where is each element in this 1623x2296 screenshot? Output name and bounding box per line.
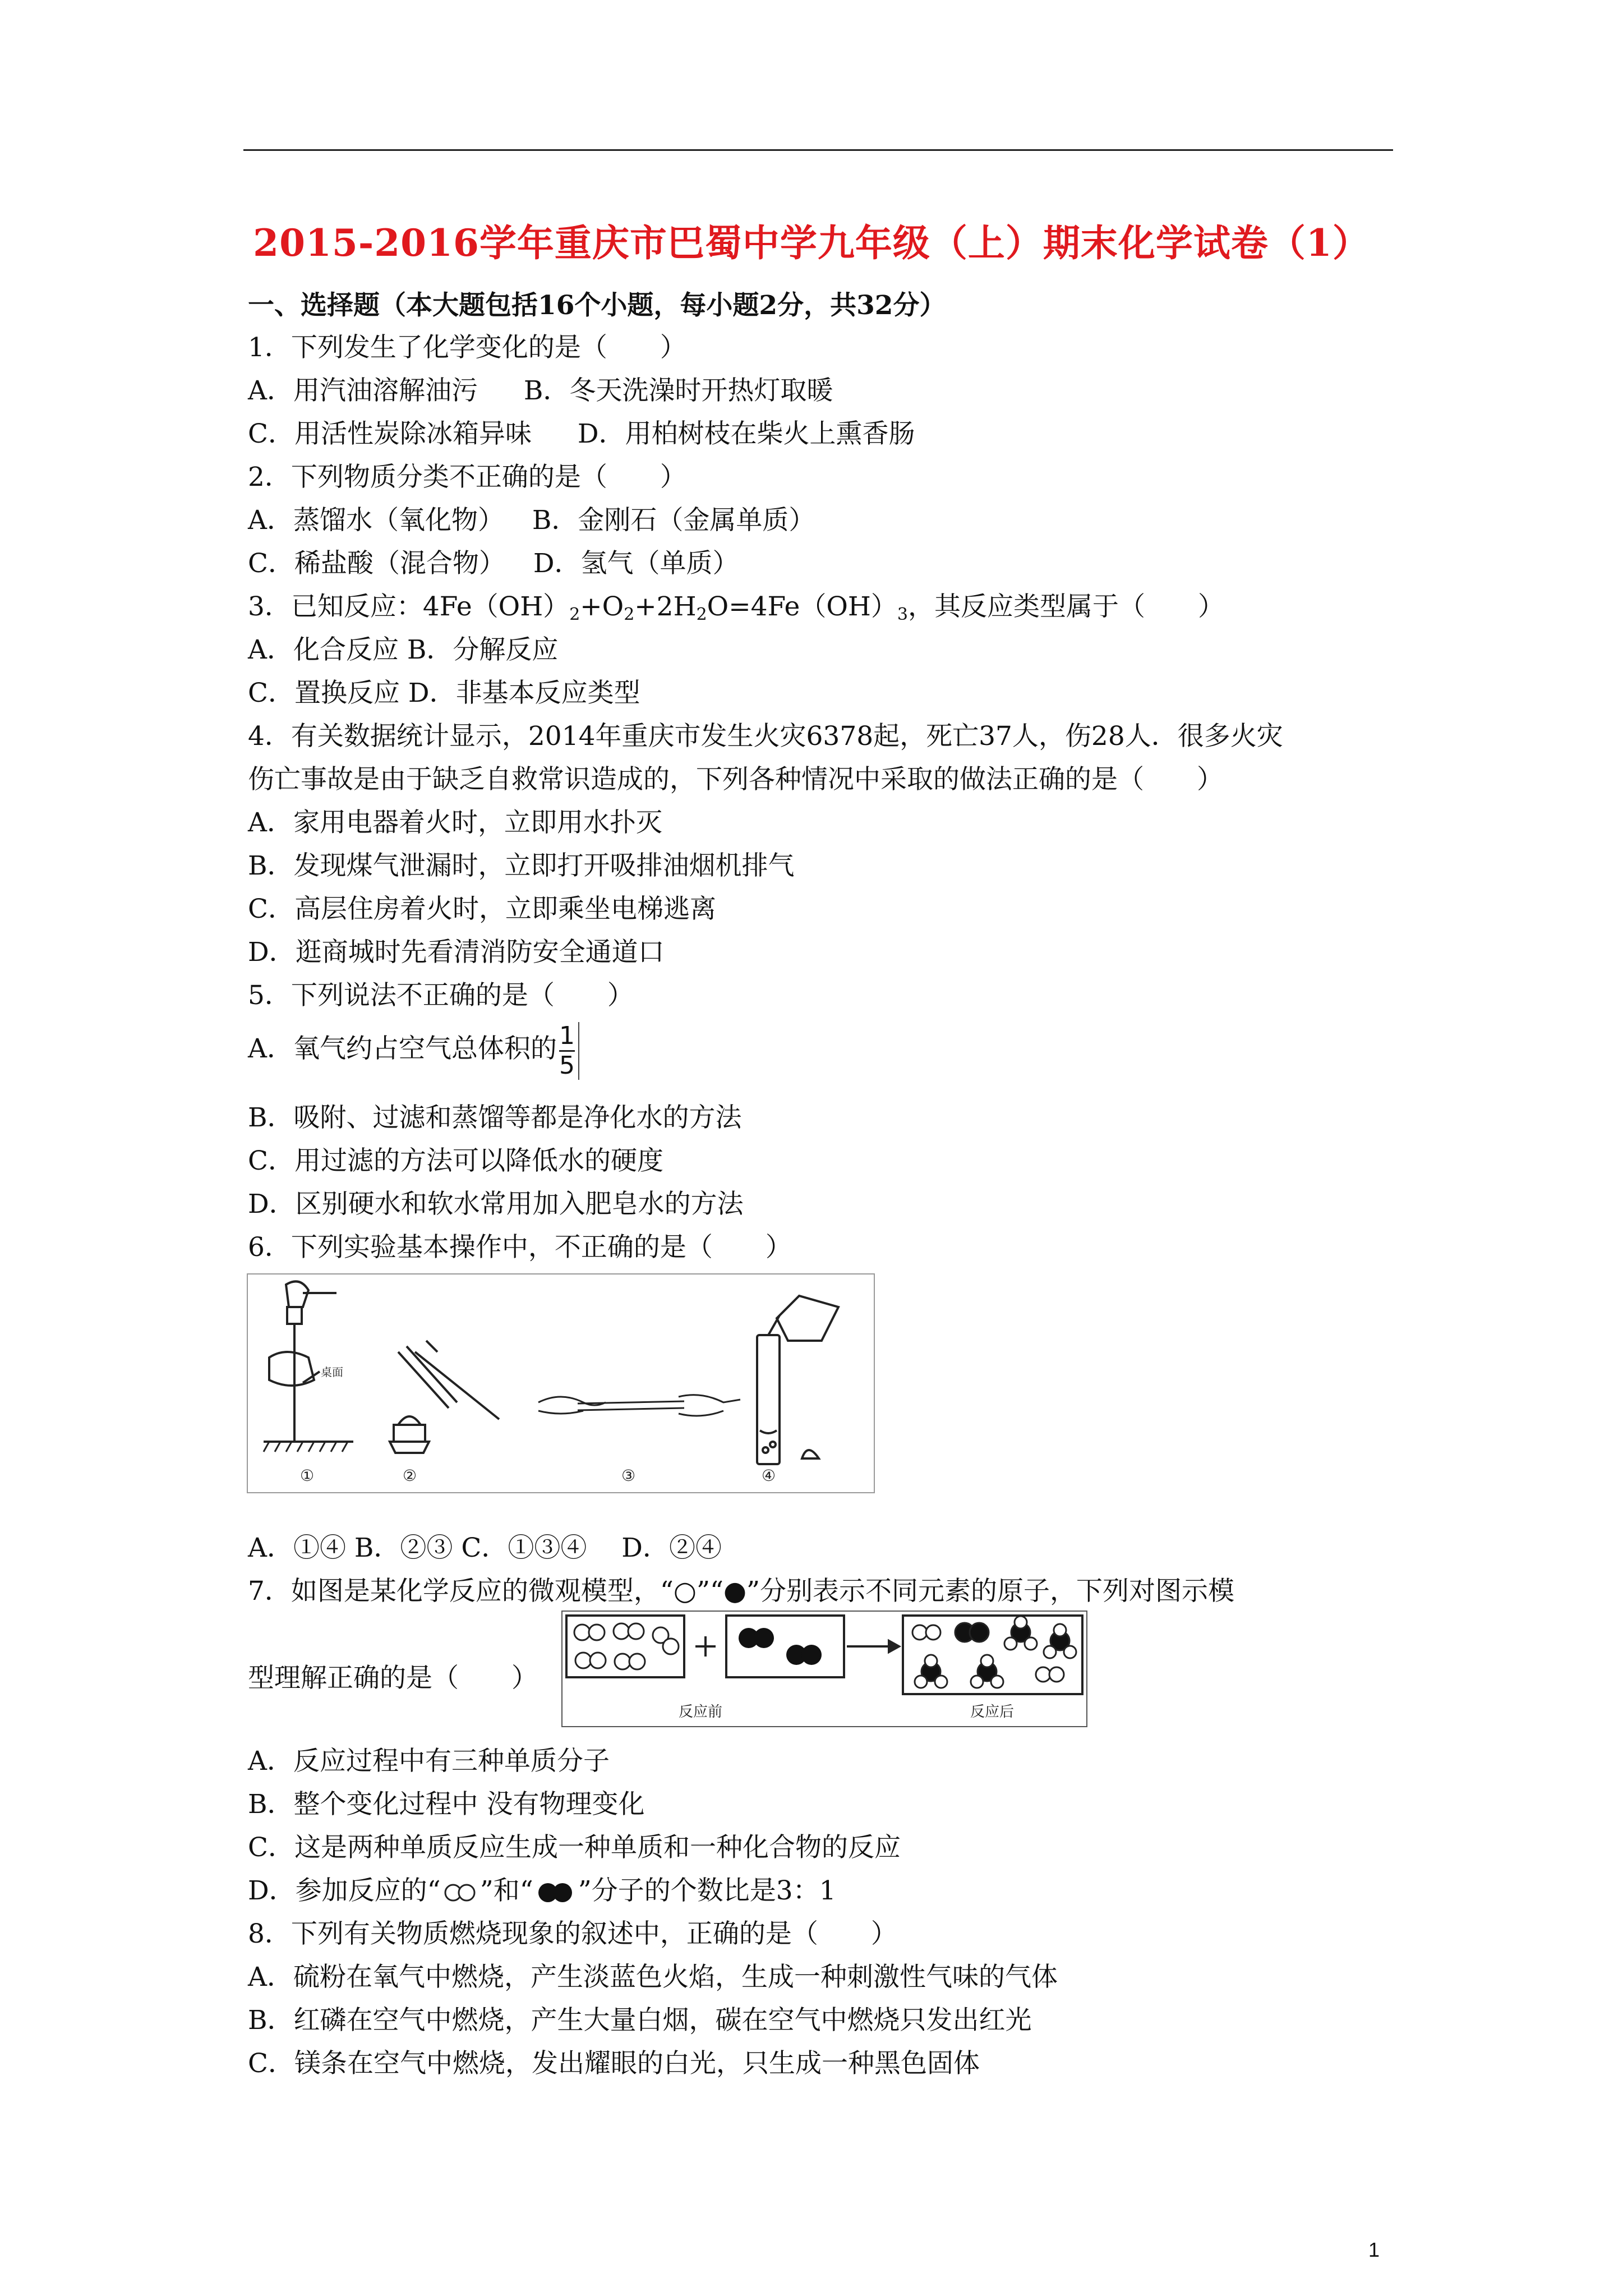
- q4-option-b: B．发现煤气泄漏时，立即打开吸排油烟机排气: [248, 850, 795, 881]
- q2-option-a: A．蒸馏水（氧化物）: [248, 505, 504, 536]
- q1-option-d: D．用柏树枝在柴火上熏香肠: [577, 418, 915, 449]
- table-hatching: [264, 1442, 348, 1452]
- q2-stem: 2．下列物质分类不正确的是（ ）: [248, 462, 686, 493]
- q4-stem-line1: 4．有关数据统计显示，2014年重庆市发生火灾6378起，死亡37人，伤28人．很多火灾: [248, 721, 1283, 752]
- q1-option-a: A．用汽油溶解油污: [248, 375, 478, 406]
- q6-fig-label-4: ④: [762, 1466, 776, 1485]
- section-heading: 一、选择题（本大题包括16个小题，每小题2分，共32分）: [248, 290, 946, 321]
- page-number: 1: [1368, 2238, 1380, 2261]
- q2-options-cd: [248, 547, 739, 581]
- page-title: 2015-2016学年重庆市巴蜀中学九年级（上）期末化学试卷（1）: [253, 221, 1370, 265]
- q4-option-d: D．逛商城时先看清消防安全通道口: [248, 937, 665, 968]
- black-atom-molecules: [739, 1628, 822, 1665]
- q8-stem: 8．下列有关物质燃烧现象的叙述中，正确的是（ ）: [248, 1918, 897, 1949]
- q7-fig-label-before: 反应前: [679, 1704, 723, 1720]
- q2-option-c: C．稀盐酸（混合物）: [248, 548, 505, 579]
- white-molecule-icon: [441, 1881, 480, 1904]
- plus-icon: [695, 1636, 716, 1657]
- white-atom-molecules: [574, 1623, 679, 1669]
- q1-options-cd: [248, 417, 915, 451]
- q6-fig-label-3: ③: [621, 1466, 636, 1485]
- hands-tube-drawing: [538, 1395, 740, 1416]
- q6-lab-operations-figure: [247, 1273, 875, 1493]
- product-molecules: [912, 1616, 1076, 1688]
- q8-option-a: A．硫粉在氧气中燃烧，产生淡蓝色火焰，生成一种刺激性气味的气体: [248, 1962, 1058, 1993]
- q7-stem-line2: 型理解正确的是（ ）: [248, 1663, 538, 1694]
- q4-option-c: C．高层住房着火时，立即乘坐电梯逃离: [248, 894, 716, 924]
- q4-stem-line2: 伤亡事故是由于缺乏自救常识造成的，下列各种情况中采取的做法正确的是（ ）: [248, 764, 1223, 795]
- q7-option-d: D．参加反应的“ ”和“ ”分子的个数比是3：1: [248, 1875, 836, 1906]
- q2-option-d: D．氢气（单质）: [533, 548, 739, 579]
- q1-stem: 1．下列发生了化学变化的是（ ）: [248, 332, 686, 363]
- header-rule: [243, 149, 1393, 151]
- black-molecule-icon: [533, 1880, 578, 1905]
- q6-fig-label-1: ①: [300, 1466, 315, 1485]
- q5-option-c: C．用过滤的方法可以降低水的硬度: [248, 1145, 663, 1176]
- q5-option-b: B．吸附、过滤和蒸馏等都是净化水的方法: [248, 1102, 742, 1133]
- q7-option-c: C．这是两种单质反应生成一种单质和一种化合物的反应: [248, 1832, 901, 1863]
- q3-stem: 3．已知反应：$4Fe(OH)_2+O_2+2H_2O=4Fe(OH)_3$，其反应类型属于（ ）: [248, 591, 1224, 624]
- q2-option-b: B．金刚石（金属单质）: [532, 505, 815, 536]
- q1-option-b: B．冬天洗澡时开热灯取暖: [523, 375, 833, 406]
- q8-option-c: C．镁条在空气中燃烧，发出耀眼的白光，只生成一种黑色固体: [248, 2048, 980, 2079]
- q6-stem: 6．下列实验基本操作中，不正确的是（ ）: [248, 1232, 792, 1263]
- q5-stem: 5．下列说法不正确的是（ ）: [248, 980, 634, 1011]
- arrow-right-icon: [847, 1641, 899, 1652]
- q7-stem-line1: 7．如图是某化学反应的微观模型，“○”“●”分别表示不同元素的原子，下列对图示模: [248, 1576, 1235, 1607]
- q5-option-d: D．区别硬水和软水常用加入肥皂水的方法: [248, 1189, 744, 1220]
- dropper-operation-drawing: [264, 1281, 353, 1442]
- q6-fig-desk-label: 桌面: [321, 1365, 343, 1379]
- q1-options-ab: [248, 374, 833, 408]
- q6-fig-label-2: ②: [403, 1466, 417, 1485]
- q7-option-b: B．整个变化过程中 没有物理变化: [248, 1789, 645, 1820]
- q2-options-ab: [248, 504, 815, 537]
- q7-micro-model-figure: [561, 1610, 1088, 1728]
- q7-fig-label-after: 反应后: [970, 1704, 1015, 1720]
- q1-option-c: C．用活性炭除冰箱异味: [248, 418, 532, 449]
- pouring-drawing: [757, 1296, 838, 1464]
- q5-option-a: A．氧气约占空气总体积的 $\frac{1}{5}$: [248, 1018, 579, 1080]
- q6-options: A．①④ B．②③ C．①③④ D．②④: [248, 1533, 722, 1563]
- q7-option-a: A．反应过程中有三种单质分子: [248, 1746, 610, 1777]
- heating-tube-drawing: [390, 1341, 499, 1453]
- q3-options-cd: C．置换反应 D．非基本反应类型: [248, 678, 640, 708]
- q8-option-b: B．红磷在空气中燃烧，产生大量白烟，碳在空气中燃烧只发出红光: [248, 2005, 1032, 2036]
- q3-options-ab: A．化合反应 B．分解反应: [248, 634, 559, 665]
- fraction-one-fifth: $\frac{1}{5}$: [559, 1022, 579, 1080]
- q4-option-a: A．家用电器着火时，立即用水扑灭: [248, 807, 662, 838]
